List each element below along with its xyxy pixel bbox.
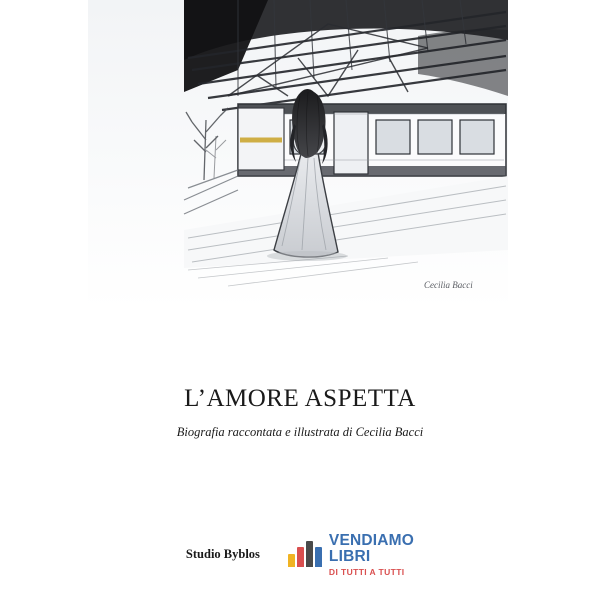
cover-footer [0,533,600,577]
books-bars-icon [288,541,322,567]
logo-line-vendiamo: VENDIAMO [328,531,415,549]
book-bar-red [297,547,304,567]
artist-signature: Cecilia Bacci [424,280,473,290]
station-sketch-svg [88,0,508,310]
book-bar-blue [315,547,322,567]
book-subtitle: Biografia raccontata e illustrata di Cecilia Bacci [176,425,424,439]
publisher-name: Studio Byblos [185,546,260,561]
cover-illustration [88,0,508,310]
book-bar-yellow [288,554,295,567]
book-title: L’AMORE ASPETTA [184,385,416,412]
title-block [0,385,600,440]
book-bar-dark [306,541,313,567]
vendiamolibri-logo [288,533,414,577]
logo-text [329,533,414,577]
logo-line-libri: LIBRI [328,548,371,565]
logo-tagline: DI TUTTI A TUTTI [328,566,405,577]
